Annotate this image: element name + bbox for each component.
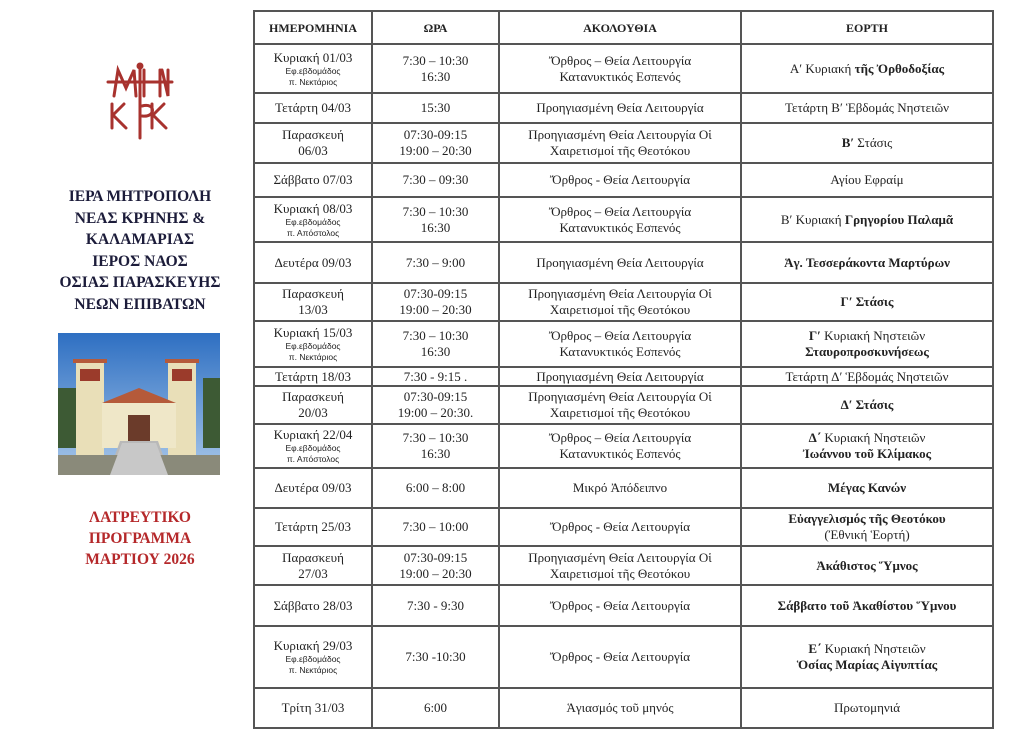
schedule-row	[254, 585, 993, 626]
feast-text: Γρηγορίου Παλαμᾶ	[844, 211, 954, 227]
date-text: Παρασκευή	[282, 286, 344, 301]
feast-cell	[741, 688, 993, 728]
service-cell	[499, 508, 741, 546]
date-text: Δευτέρα 09/03	[274, 480, 352, 495]
date-text: Τετάρτη 18/03	[275, 368, 351, 384]
time-text: 19:00 – 20:30.	[397, 405, 474, 420]
feast-cell	[741, 163, 993, 197]
schedule-row	[254, 163, 993, 197]
date-cell	[254, 386, 372, 424]
feast-text: Πρωτομηνιά	[833, 700, 901, 715]
service-text: Ὄρθρος - Θεία Λειτουργία	[549, 519, 691, 534]
date-cell	[254, 626, 372, 688]
feast-cell	[741, 386, 993, 424]
schedule-row	[254, 44, 993, 93]
feast-cell	[741, 44, 993, 93]
priest-note: Εφ.εβδομάδος	[285, 654, 341, 664]
feast-text: Αγίου Εφραίμ	[830, 172, 904, 187]
date-text: Παρασκευή	[282, 127, 344, 142]
feast-text: Γ′	[808, 328, 821, 343]
feast-line	[746, 430, 988, 446]
time-cell	[372, 283, 499, 321]
date-cell	[254, 44, 372, 93]
service-cell	[499, 242, 741, 283]
program-title-line: ΜΑΡΤΙΟΥ 2026	[85, 551, 195, 568]
date-text: Σάββατο 07/03	[273, 172, 353, 187]
feast-cell	[741, 197, 993, 242]
date-text: 20/03	[298, 405, 328, 420]
service-cell	[499, 424, 741, 468]
feast-cell	[741, 468, 993, 508]
church-photo	[58, 333, 220, 475]
time-text: 19:00 – 20:30	[399, 143, 472, 158]
feast-text: Ἀκάθιστος Ὕμνος	[816, 557, 918, 573]
service-cell	[499, 626, 741, 688]
priest-note: Εφ.εβδομάδος	[285, 443, 341, 453]
time-text: 6:00	[423, 700, 448, 715]
time-text: 7:30 – 10:30	[402, 430, 469, 445]
time-text: 7:30 -10:30	[405, 649, 466, 664]
service-cell	[499, 585, 741, 626]
date-cell	[254, 321, 372, 367]
time-text: 19:00 – 20:30	[399, 302, 472, 317]
feast-text: τῆς Ὀρθοδοξίας	[854, 60, 945, 76]
feast-line	[746, 328, 988, 344]
header-date: ΗΜΕΡΟΜΗΝΙΑ	[254, 11, 372, 44]
date-cell	[254, 163, 372, 197]
date-cell	[254, 197, 372, 242]
date-text: Κυριακή 08/03	[273, 200, 353, 216]
feast-line	[746, 527, 988, 543]
priest-note: π. Νεκτάριος	[288, 352, 338, 362]
time-cell	[372, 123, 499, 163]
schedule-row	[254, 242, 993, 283]
feast-text: Εὐαγγελισμός τῆς Θεοτόκου	[788, 511, 946, 526]
date-cell	[254, 424, 372, 468]
church-title-line: ΝΕΑΣ ΚΡΗΝΗΣ &	[74, 209, 206, 227]
date-cell	[254, 546, 372, 585]
service-text: Ὄρθρος – Θεία Λειτουργία	[548, 430, 692, 445]
feast-cell	[741, 367, 993, 386]
feast-line	[746, 700, 988, 716]
feast-line	[746, 446, 988, 462]
feast-cell	[741, 283, 993, 321]
time-cell	[372, 386, 499, 424]
date-text: 06/03	[298, 143, 328, 158]
feast-text: Δ′ Στάσις	[840, 397, 894, 412]
service-cell	[499, 93, 741, 123]
service-text: Προηγιασμένη Θεία Λειτουργία Οἱ	[528, 389, 712, 404]
service-cell	[499, 367, 741, 386]
service-text: Προηγιασμένη Θεία Λειτουργία Οἱ	[528, 549, 712, 565]
date-text: 13/03	[298, 302, 328, 317]
time-text: 7:30 – 09:30	[402, 172, 469, 187]
church-title-line: ΙΕΡΟΣ ΝΑΟΣ	[92, 252, 188, 270]
time-cell	[372, 367, 499, 386]
service-text: Χαιρετισμοί τῆς Θεοτόκου	[549, 405, 691, 420]
feast-text: Ἁγ. Τεσσεράκοντα Μαρτύρων	[784, 254, 950, 270]
service-text: Ὄρθρος – Θεία Λειτουργία	[548, 328, 692, 343]
feast-text: Δ΄	[808, 430, 822, 445]
time-cell	[372, 626, 499, 688]
header-service: ΑΚΟΛΟΥΘΙΑ	[499, 11, 741, 44]
church-title-line: ΝΕΩΝ ΕΠΙΒΑΤΩΝ	[74, 295, 206, 313]
date-cell	[254, 93, 372, 123]
date-text: Κυριακή 01/03	[273, 49, 353, 65]
service-cell	[499, 386, 741, 424]
feast-text: Τετάρτη Β′ Ἑβδομάς Νηστειῶν	[784, 100, 950, 115]
feast-line	[746, 61, 988, 77]
time-text: 16:30	[420, 68, 451, 84]
time-text: 15:30	[420, 100, 451, 115]
date-text: Κυριακή 29/03	[273, 638, 353, 653]
feast-line	[746, 558, 988, 574]
priest-note: π. Νεκτάριος	[288, 665, 338, 675]
date-cell	[254, 468, 372, 508]
time-text: 7:30 – 10:30	[402, 328, 469, 343]
service-text: Προηγιασμένη Θεία Λειτουργία	[536, 254, 704, 270]
schedule-row	[254, 283, 993, 321]
service-cell	[499, 123, 741, 163]
schedule-row	[254, 688, 993, 728]
date-text: 27/03	[298, 565, 328, 581]
time-text: 19:00 – 20:30	[399, 565, 472, 581]
church-title-line: ΚΑΛΑΜΑΡΙΑΣ	[85, 231, 195, 248]
feast-text: Μέγας Κανών	[827, 480, 907, 495]
feast-cell	[741, 626, 993, 688]
service-text: Ὄρθρος – Θεία Λειτουργία	[548, 203, 692, 219]
service-text: Ὄρθρος - Θεία Λειτουργία	[549, 597, 691, 613]
time-text: 16:30	[420, 344, 451, 359]
schedule-table	[253, 10, 994, 729]
schedule-row	[254, 367, 993, 386]
service-text: Ἁγιασμός τοῦ μηνός	[566, 700, 674, 715]
time-cell	[372, 508, 499, 546]
date-text: Τετάρτη 04/03	[275, 100, 351, 115]
service-text: Ὄρθρος - Θεία Λειτουργία	[549, 172, 691, 187]
priest-note: Εφ.εβδομάδος	[285, 65, 341, 76]
church-title-line: ΟΣΙΑΣ ΠΑΡΑΣΚΕΥΗΣ	[59, 274, 221, 291]
priest-note: π. Απόστολος	[286, 454, 340, 464]
date-text: Κυριακή 15/03	[273, 325, 353, 340]
schedule-row	[254, 197, 993, 242]
service-cell	[499, 44, 741, 93]
feast-line	[746, 135, 988, 151]
schedule-row	[254, 321, 993, 367]
feast-line	[746, 511, 988, 527]
service-text: Χαιρετισμοί τῆς Θεοτόκου	[549, 143, 691, 158]
service-text: Προηγιασμένη Θεία Λειτουργία Οἱ	[528, 286, 712, 301]
feast-text: Ε΄	[808, 641, 822, 656]
date-cell	[254, 367, 372, 386]
time-cell	[372, 546, 499, 585]
metropolis-monogram-logo	[100, 62, 180, 142]
time-text: 7:30 – 10:30	[402, 52, 469, 68]
feast-text: Ἰωάννου τοῦ Κλίμακος	[802, 446, 932, 461]
schedule-row	[254, 508, 993, 546]
time-cell	[372, 242, 499, 283]
schedule-row	[254, 424, 993, 468]
feast-line	[746, 598, 988, 614]
program-title-line: ΠΡΟΓΡΑΜΜΑ	[88, 530, 192, 547]
feast-cell	[741, 123, 993, 163]
date-text: Σάββατο 28/03	[273, 597, 353, 613]
time-cell	[372, 44, 499, 93]
date-text: Τρίτη 31/03	[281, 700, 345, 715]
service-cell	[499, 688, 741, 728]
service-text: Χαιρετισμοί τῆς Θεοτόκου	[549, 565, 691, 581]
time-text: 07:30-09:15	[403, 389, 468, 404]
service-text: Κατανυκτικός Εσπενός	[559, 344, 681, 359]
date-cell	[254, 585, 372, 626]
service-cell	[499, 163, 741, 197]
header-time: ΩΡΑ	[372, 11, 499, 44]
schedule-row	[254, 123, 993, 163]
service-text: Ὄρθρος - Θεία Λειτουργία	[549, 649, 691, 664]
feast-text: Α′ Κυριακή	[789, 60, 855, 76]
date-text: Τετάρτη 25/03	[275, 519, 351, 534]
program-title	[40, 507, 240, 570]
service-text: Προηγιασμένη Θεία Λειτουργία Οἱ	[528, 127, 712, 142]
feast-text: Β′ Κυριακή	[780, 211, 845, 227]
time-cell	[372, 321, 499, 367]
service-cell	[499, 546, 741, 585]
feast-cell	[741, 93, 993, 123]
feast-cell	[741, 242, 993, 283]
time-cell	[372, 585, 499, 626]
feast-cell	[741, 424, 993, 468]
time-cell	[372, 197, 499, 242]
feast-text: Σάββατο τοῦ Ἀκαθίστου Ὕμνου	[777, 597, 957, 613]
date-text: Παρασκευή	[282, 389, 344, 404]
feast-line	[746, 172, 988, 188]
service-cell	[499, 197, 741, 242]
program-title-line: ΛΑΤΡΕΥΤΙΚΟ	[89, 509, 191, 526]
time-text: 7:30 - 9:30	[406, 597, 465, 613]
schedule-row	[254, 386, 993, 424]
service-cell	[499, 321, 741, 367]
schedule-row	[254, 626, 993, 688]
feast-line	[746, 212, 988, 228]
time-text: 07:30-09:15	[403, 127, 468, 142]
time-cell	[372, 688, 499, 728]
time-text: 7:30 – 10:30	[402, 203, 469, 219]
time-cell	[372, 468, 499, 508]
feast-text: Σταυροπροσκυνήσεως	[805, 344, 929, 359]
date-text: Παρασκευή	[282, 549, 344, 565]
feast-text: Β′	[841, 135, 855, 150]
feast-cell	[741, 585, 993, 626]
time-cell	[372, 163, 499, 197]
priest-note: Εφ.εβδομάδος	[285, 341, 341, 351]
feast-text: Κυριακή Νηστειῶν	[821, 430, 926, 445]
service-cell	[499, 468, 741, 508]
schedule-row	[254, 468, 993, 508]
service-text: Χαιρετισμοί τῆς Θεοτόκου	[549, 302, 691, 317]
feast-line	[746, 657, 988, 673]
church-title-line: ΙΕΡΑ ΜΗΤΡΟΠΟΛΗ	[68, 188, 212, 205]
date-cell	[254, 283, 372, 321]
service-text: Προηγιασμένη Θεία Λειτουργία	[536, 368, 704, 384]
feast-text: Στάσις	[854, 135, 893, 150]
feast-cell	[741, 321, 993, 367]
time-cell	[372, 93, 499, 123]
feast-line	[746, 255, 988, 271]
feast-text: Ὁσίας Μαρίας Αἰγυπτίας	[796, 657, 938, 672]
feast-text: Κυριακή Νηστειῶν	[820, 328, 926, 343]
time-text: 6:00 – 8:00	[405, 480, 466, 495]
priest-note: π. Απόστολος	[286, 227, 340, 238]
priest-note: π. Νεκτάριος	[288, 76, 338, 87]
feast-line	[746, 641, 988, 657]
date-cell	[254, 242, 372, 283]
time-text: 16:30	[420, 446, 451, 461]
feast-line	[746, 344, 988, 360]
time-text: 7:30 - 9:15 .	[403, 368, 468, 384]
service-text: Προηγιασμένη Θεία Λειτουργία	[536, 100, 704, 115]
time-text: 7:30 – 10:00	[402, 519, 469, 534]
date-text: Κυριακή 22/04	[273, 427, 353, 442]
schedule-row	[254, 93, 993, 123]
church-title	[40, 186, 240, 315]
time-text: 16:30	[420, 219, 451, 235]
header-feast: ΕΟΡΤΗ	[741, 11, 993, 44]
feast-line	[746, 480, 988, 496]
schedule-row	[254, 546, 993, 585]
feast-line	[746, 100, 988, 116]
service-text: Κατανυκτικός Εσπενός	[559, 219, 681, 235]
time-cell	[372, 424, 499, 468]
service-text: Κατανυκτικός Εσπενός	[559, 446, 681, 461]
priest-note: Εφ.εβδομάδος	[285, 216, 341, 227]
feast-line	[746, 369, 988, 385]
service-cell	[499, 283, 741, 321]
feast-cell	[741, 508, 993, 546]
time-text: 07:30-09:15	[403, 549, 468, 565]
time-text: 7:30 – 9:00	[405, 254, 466, 270]
feast-line	[746, 397, 988, 413]
feast-text: (Ἐθνική Ἑορτή)	[824, 527, 910, 542]
feast-cell	[741, 546, 993, 585]
service-text: Ὄρθρος – Θεία Λειτουργία	[548, 52, 692, 68]
feast-line	[746, 294, 988, 310]
service-text: Κατανυκτικός Εσπενός	[559, 68, 681, 84]
date-cell	[254, 508, 372, 546]
feast-text: Γ′ Στάσις	[840, 294, 894, 309]
date-text: Δευτέρα 09/03	[274, 254, 352, 270]
time-text: 07:30-09:15	[403, 286, 468, 301]
feast-text: Κυριακή Νηστειῶν	[821, 641, 926, 656]
feast-text: Τετάρτη Δ′ Ἑβδομάς Νηστειῶν	[785, 368, 949, 384]
date-cell	[254, 123, 372, 163]
date-cell	[254, 688, 372, 728]
service-text: Μικρό Ἀπόδειπνο	[572, 480, 668, 495]
